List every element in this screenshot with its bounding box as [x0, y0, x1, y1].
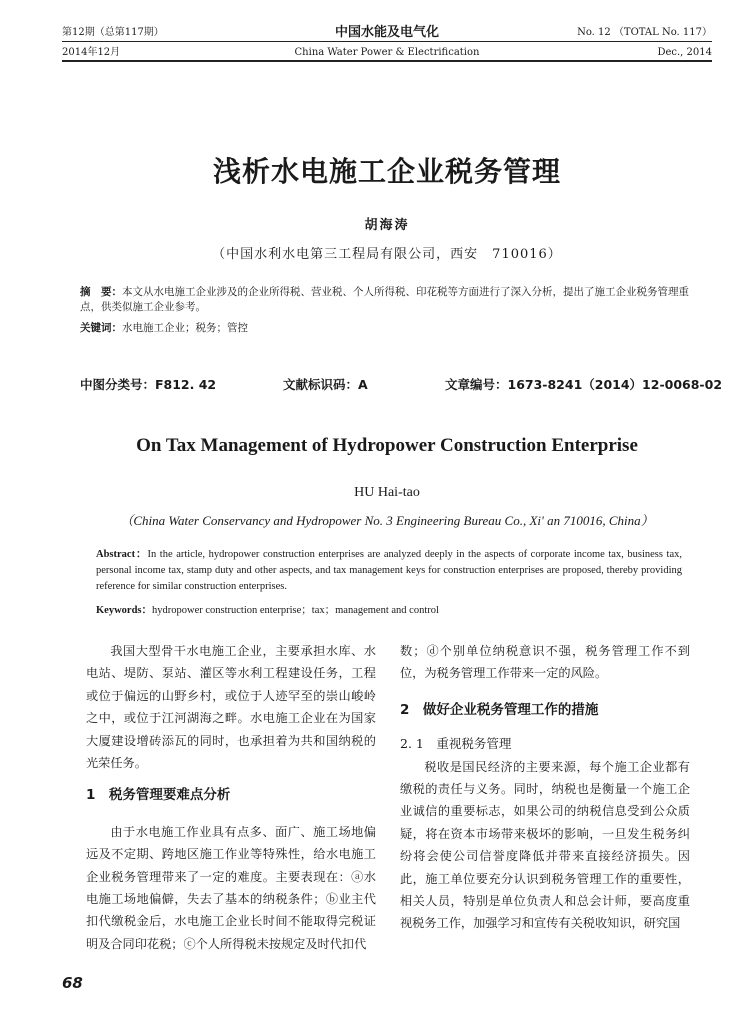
keywords-zh [80, 321, 700, 336]
body-column-left [86, 640, 376, 955]
journal-name-en: China Water Power & Electrification [294, 47, 480, 58]
clc-number: 中图分类号：F812. 42 [80, 377, 217, 392]
article-title-en: On Tax Management of Hydropower Construction Enterprise [136, 435, 638, 456]
keywords-en-text: hydropower construction enterprise；tax；management and control [152, 605, 439, 616]
abstract-en [96, 547, 682, 595]
running-header-bottom [62, 46, 712, 59]
keywords-zh-text: 水电施工企业；税务；管控 [122, 322, 248, 334]
document-code: 文献标识码：A [283, 377, 368, 392]
abstract-zh-label: 摘 要： [80, 286, 122, 298]
header-rule-thin [62, 41, 712, 42]
header-rule-thick [62, 60, 712, 62]
author-en: HU Hai-tao [354, 485, 420, 500]
issue-zh: 第12期（总第117期） [62, 27, 164, 38]
abstract-zh [80, 285, 700, 315]
article-number: 文章编号：1673-8241（2014）12-0068-02 [445, 377, 723, 392]
abstract-zh-text: 本文从水电施工企业涉及的企业所得税、营业税、个人所得税、印花税等方面进行了深入分析，提出了施工企业税务管理重点，供类似施工企业参考。 [80, 286, 689, 313]
body-column-right [400, 640, 690, 935]
running-header-top [62, 26, 712, 40]
section-1-continuation: 数；ⓓ个别单位纳税意识不强，税务管理工作不到位，为税务管理工作带来一定的风险。 [400, 644, 690, 681]
issue-en: No. 12 （TOTAL No. 117） [577, 27, 712, 38]
date-en: Dec., 2014 [657, 47, 712, 58]
intro-paragraph: 我国大型骨干水电施工企业，主要承担水库、水电站、堤防、泵站、灌区等水利工程建设任务，工程或位于偏远的山野乡村，或位于人迹罕至的崇山峻岭之中，或位于江河湖海之畔。水电施工企业在为国家大厦建设增砖添瓦的同时，也承担着为共和国纳税的光荣任务。 [86, 644, 376, 771]
section-1-paragraph: 由于水电施工作业具有点多、面广、施工场地偏远及不定期、跨地区施工作业等特殊性，给水电施工企业税务管理带来了一定的难度。主要表现在：ⓐ水电施工场地偏僻，失去了基本的纳税条件；ⓑ业主代扣代缴税金后，水电施工企业长时间不能取得完税证明及合同印花税；ⓒ个人所得税未按规定及时代扣代 [86, 824, 376, 951]
abstract-en-label: Abstract： [96, 549, 148, 560]
keywords-en-label: Keywords： [96, 605, 152, 616]
journal-name-zh: 中国水能及电气化 [334, 25, 439, 40]
section-2-heading: 2 做好企业税务管理工作的措施 [400, 701, 599, 718]
abstract-en-text: In the article, hydropower construction enterprises are analyzed deeply in the aspects of corporate income tax, business tax, personal income tax, stamp duty and other aspects, and tax management keys for construction enterprises are proposed, thereby providing reference for similar construction enterprises. [96, 549, 682, 592]
section-1-heading: 1 税务管理要难点分析 [86, 787, 231, 804]
page-number: 68 [62, 974, 83, 992]
section-2-1-heading: 2. 1 重视税务管理 [400, 736, 512, 752]
affiliation-en: （China Water Conservancy and Hydropower No. 3 Engineering Bureau Co., Xi' an 710016, China） [120, 513, 654, 528]
date-zh: 2014年12月 [62, 47, 121, 58]
keywords-zh-label: 关键词： [80, 322, 122, 334]
article-title-zh: 浅析水电施工企业税务管理 [212, 155, 561, 188]
keywords-en [96, 603, 682, 619]
author-zh: 胡海涛 [364, 218, 410, 233]
section-2-1-paragraph: 税收是国民经济的主要来源，每个施工企业都有缴税的责任与义务。同时，纳税也是衡量一个施工企业诚信的重要标志，如果公司的纳税信息受到公众质疑，将在资本市场带来极坏的影响，一旦发生税务纠纷将会使公司信誉度降低并带来直接经济损失。因此，施工单位要充分认识到税务管理工作的重要性，相关人员，特别是单位负责人和总会计师，要高度重视税务工作，加强学习和宣传有关税收知识，研究国 [400, 759, 690, 931]
affiliation-zh: （中国水利水电第三工程局有限公司，西安 710016） [212, 247, 562, 262]
